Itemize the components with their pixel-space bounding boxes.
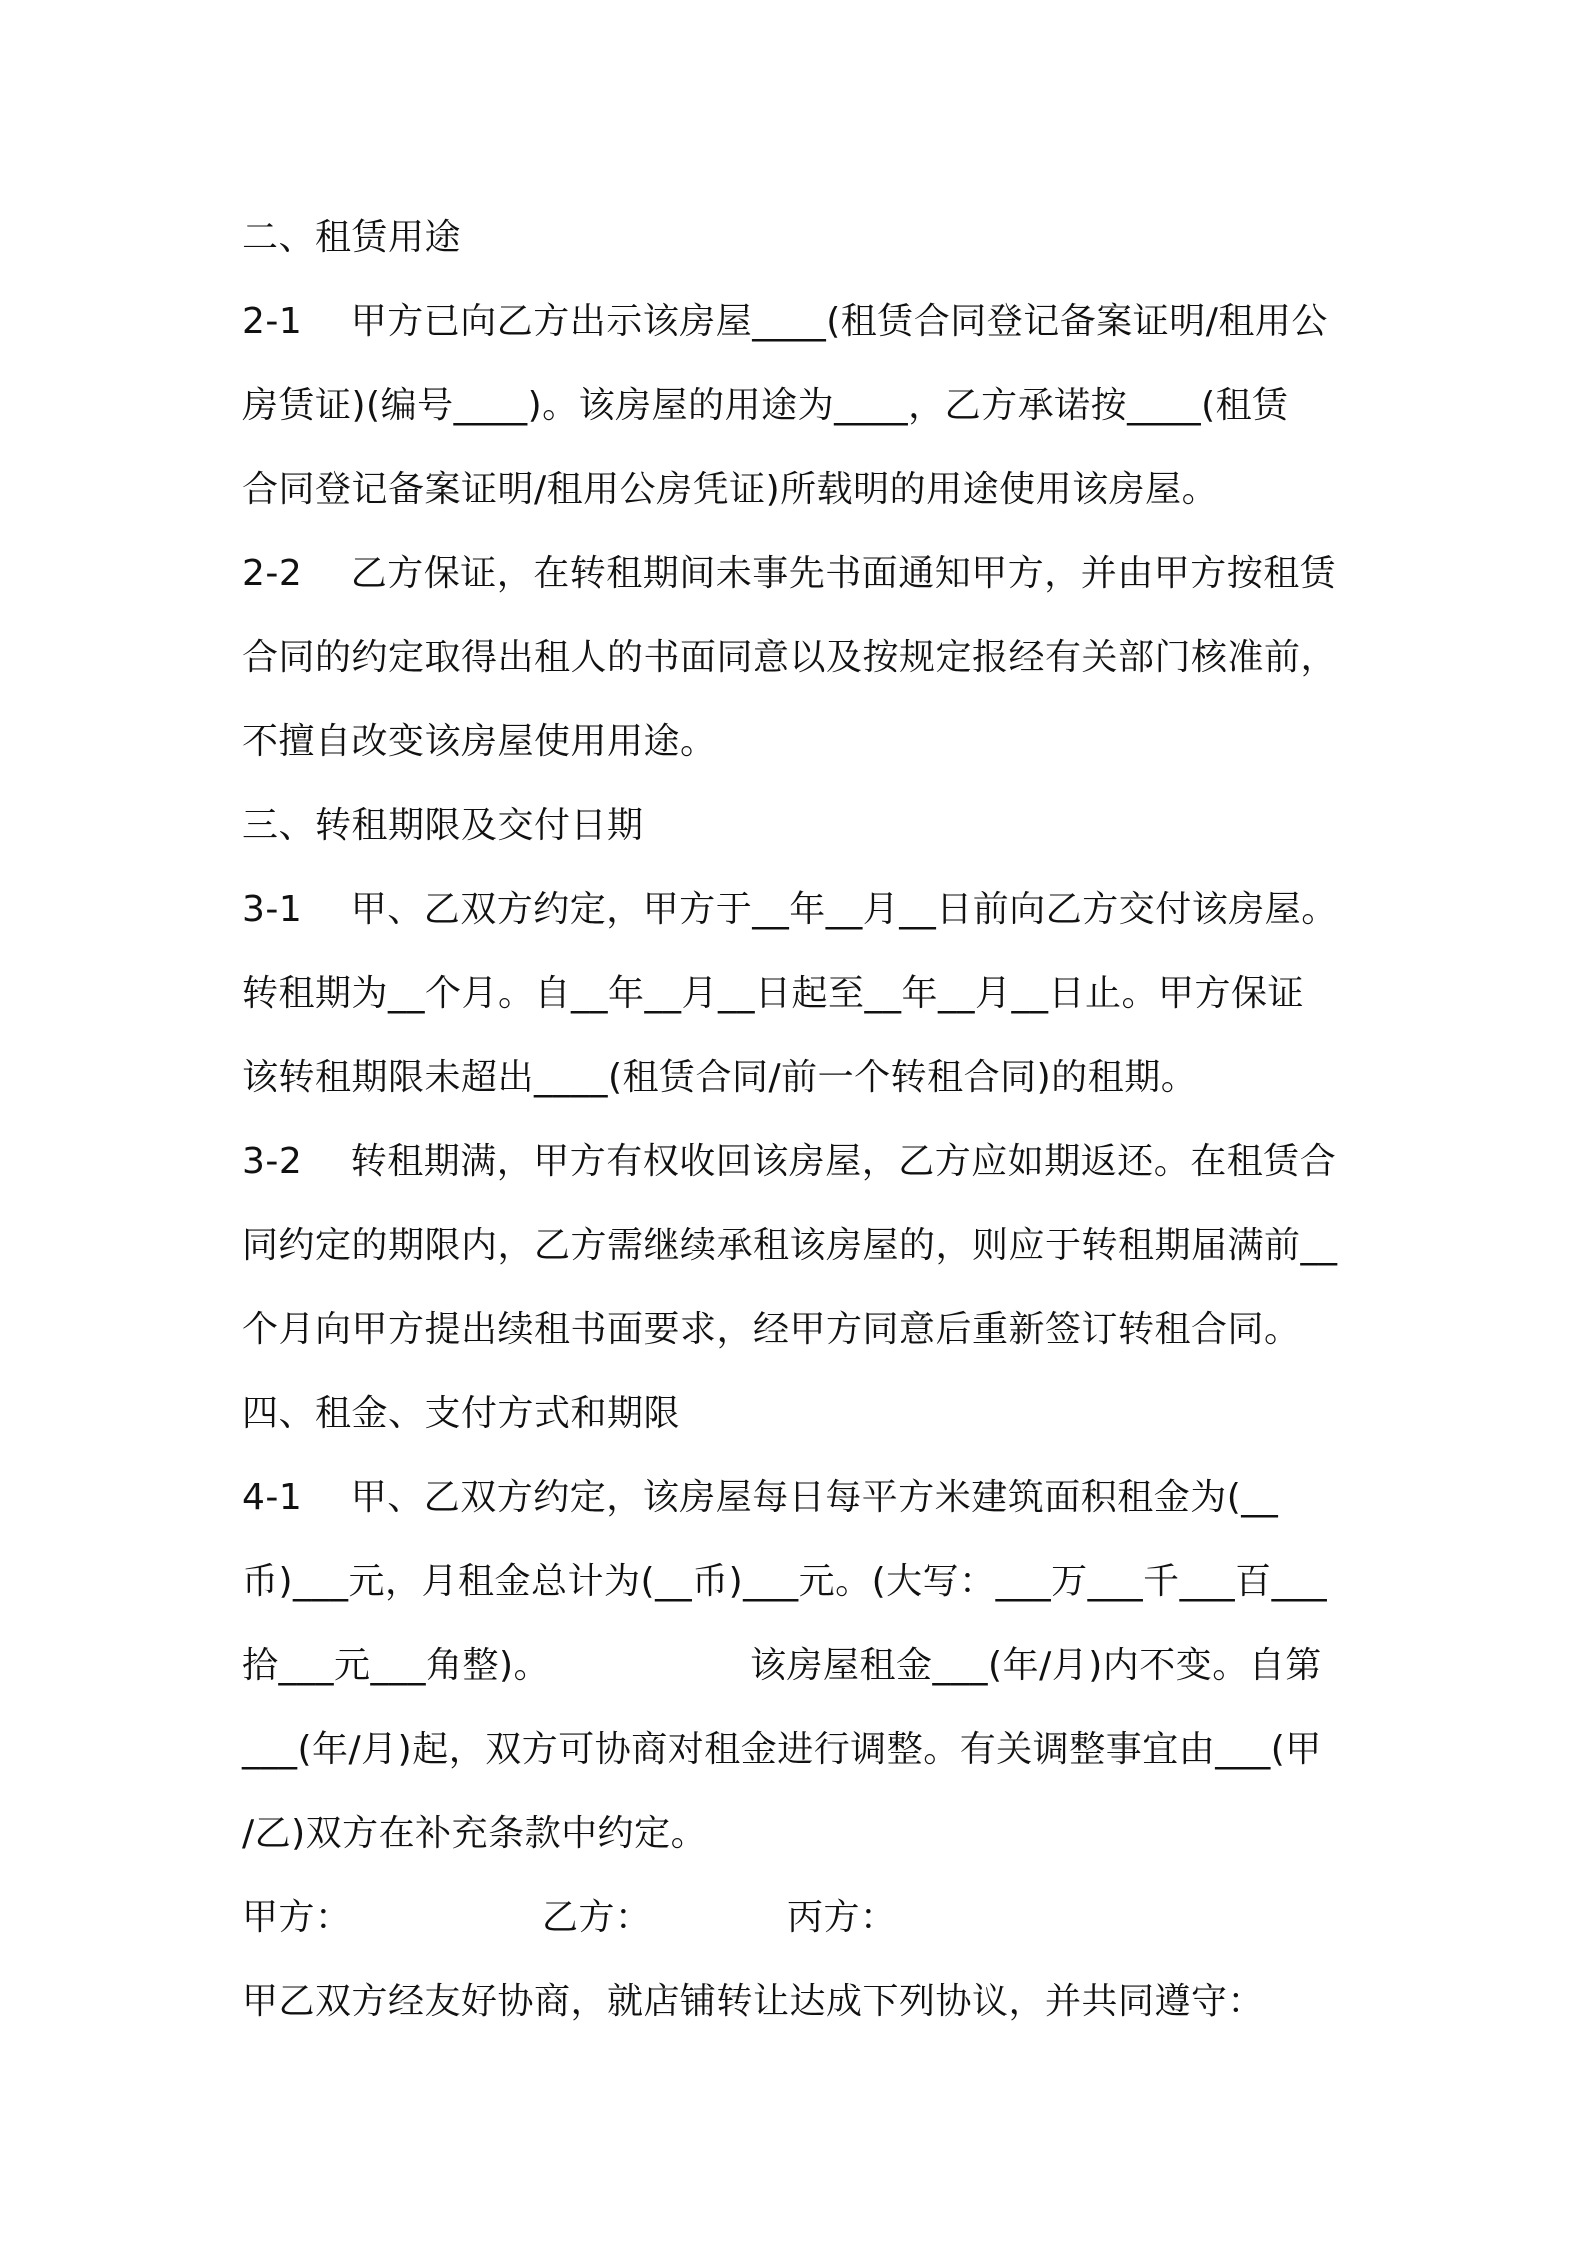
clause-2-2-line-3: 不擅自改变该房屋使用用途。 — [242, 721, 717, 762]
clause-3-1-line-2: 转租期为__个月。自__年__月__日起至__年__月__日止。甲方保证 — [242, 973, 1305, 1014]
party-signature-row — [242, 1876, 1360, 1960]
clause-4-1-line-1: 4-1 甲、乙双方约定，该房屋每日每平方米建筑面积租金为(__ — [242, 1477, 1279, 1518]
clause-2-1-line-3: 合同登记备案证明/租用公房凭证)所载明的用途使用该房屋。 — [242, 469, 1219, 510]
party-b-label: 乙方： — [542, 1897, 652, 1938]
clause-4-1-line-4: ___(年/月)起，双方可协商对租金进行调整。有关调整事宜由___(甲 — [242, 1729, 1322, 1770]
clause-2-2-line-1: 2-2 乙方保证，在转租期间未事先书面通知甲方，并由甲方按租赁 — [242, 553, 1337, 594]
clause-4-1-line-2: 币)___元，月租金总计为(__币)___元。(大写：___万___千___百___ — [242, 1561, 1328, 1602]
clause-2-1-line-2: 房赁证)(编号____)。该房屋的用途为____，乙方承诺按____(租赁 — [242, 385, 1289, 426]
party-c-label: 丙方： — [787, 1897, 897, 1938]
document-body — [242, 196, 1360, 2044]
clause-4-1-line-3-part-b: 该房屋租金___(年/月)内不变。自第 — [750, 1645, 1322, 1686]
clause-3-2-line-2: 同约定的期限内，乙方需继续承租该房屋的，则应于转租期届满前__ — [242, 1225, 1338, 1266]
clause-4-1-line-3-part-a: 拾___元___角整)。 — [242, 1645, 551, 1686]
clause-3-1-line-3: 该转租期限未超出____(租赁合同/前一个转租合同)的租期。 — [242, 1057, 1198, 1098]
section-heading-usage: 二、租赁用途 — [242, 217, 462, 258]
closing-statement: 甲乙双方经友好协商，就店铺转让达成下列协议，并共同遵守： — [242, 1981, 1265, 2022]
clause-3-2-line-1: 3-2 转租期满，甲方有权收回该房屋，乙方应如期返还。在租赁合 — [242, 1141, 1337, 1182]
clause-4-1-line-3 — [242, 1624, 1360, 1708]
party-a-label: 甲方： — [242, 1897, 352, 1938]
clause-2-1-line-1: 2-1 甲方已向乙方出示该房屋____(租赁合同登记备案证明/租用公 — [242, 301, 1328, 342]
section-heading-term: 三、转租期限及交付日期 — [242, 805, 644, 846]
clause-2-2-line-2: 合同的约定取得出租人的书面同意以及按规定报经有关部门核准前， — [242, 637, 1338, 678]
clause-4-1-line-5: /乙)双方在补充条款中约定。 — [242, 1813, 708, 1854]
section-heading-rent: 四、租金、支付方式和期限 — [242, 1393, 681, 1434]
clause-3-2-line-3: 个月向甲方提出续租书面要求，经甲方同意后重新签订转租合同。 — [242, 1309, 1301, 1350]
clause-3-1-line-1: 3-1 甲、乙双方约定，甲方于__年__月__日前向乙方交付该房屋。 — [242, 889, 1338, 930]
